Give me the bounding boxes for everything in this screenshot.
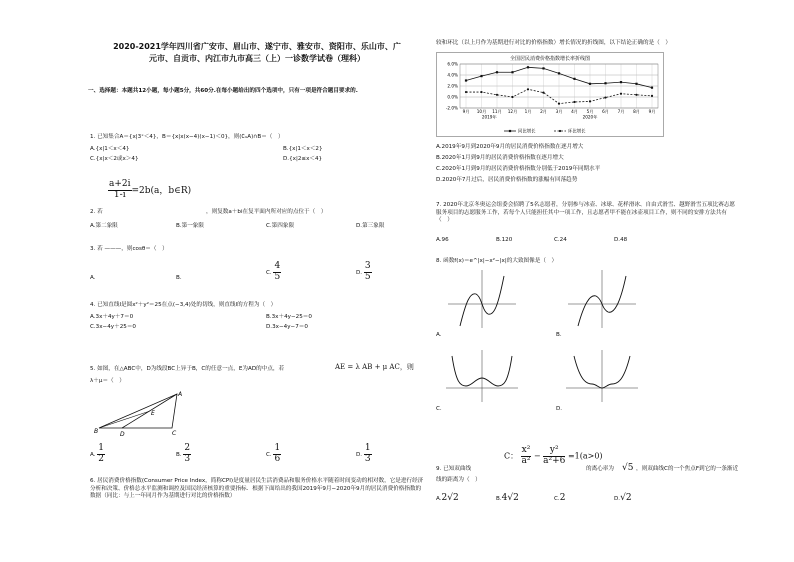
q5-option-b[interactable] — [176, 444, 191, 465]
y-tick-label: 0.0% — [447, 94, 458, 100]
title-line-1: 2020-2021学年四川省广安市、眉山市、遂宁市、雅安市、资阳市、乐山市、广 — [113, 42, 401, 51]
q2-option-b[interactable]: B.第一象限 — [176, 223, 204, 229]
q9-formula-rhs: =1(a>0) — [567, 451, 603, 461]
q9-stem-suffix: ，则双曲线C的一个焦点F到它的一条渐近 — [636, 466, 739, 472]
q9-c-label: C. — [554, 496, 560, 502]
label-b: B — [94, 428, 99, 435]
q9-formula-lhs: C： — [504, 451, 519, 461]
q9-option-b[interactable] — [496, 492, 519, 504]
q1-option-d[interactable]: D.{x|2≤x＜4} — [283, 156, 323, 162]
q2-stem-suffix: ，则复数a＋bi在复平面内所对应的点位于（ ） — [206, 209, 327, 215]
legend-label-0: 同比增长 — [518, 129, 536, 135]
series-1-point — [542, 92, 544, 94]
q8-graph-a — [446, 268, 518, 330]
q4-option-c[interactable]: C.3x−4y＋25＝0 — [90, 324, 136, 330]
q2-fraction-den: 1-i — [113, 189, 126, 200]
series-0-point — [465, 79, 467, 81]
cpi-line-chart — [436, 52, 664, 137]
q7-option-b[interactable]: B.120 — [496, 237, 513, 243]
q9-option-d[interactable] — [614, 492, 632, 504]
q2-option-d[interactable]: D.第三象限 — [356, 223, 385, 229]
q8-option-b[interactable]: B. — [556, 332, 562, 338]
q3-c-den: 5 — [274, 271, 281, 282]
q8-option-a[interactable]: A. — [436, 332, 442, 338]
y-tick-label: 4.0% — [447, 72, 458, 78]
x-tick-label: 12月 — [507, 109, 518, 114]
series-1-point — [480, 91, 482, 93]
q1-option-b[interactable]: B.{x|1＜x＜2} — [283, 146, 323, 152]
q2-fraction-num: a+2i — [109, 179, 131, 189]
q3-option-d[interactable] — [356, 262, 372, 283]
q6-stem-continued: 较和环比（以上月作为基期进行对比的价格指数）增长情况的折线图，以下结论正确的是（ ） — [436, 40, 671, 46]
q5-c-label: C. — [266, 451, 272, 458]
q6-stem: 6. 居民消费价格指数(Consumer Price Index，简称CPI)是度量居民生活消费品和服务价格水平随着时间变动的相对数，它是进行经济分析和决策、价格总水平监测和调控及国民经济核算的重要指标．根据下面给出的我国2019年9月−2020年9月的居民消费价格指数的数据（同比：与上一年同月作为基期进行对比的价格指数） — [90, 478, 424, 500]
series-1-point — [511, 96, 513, 98]
series-0-point — [558, 72, 560, 74]
q8-graph-d — [564, 348, 640, 404]
q6-option-a[interactable]: A.2019年9月到2020年9月的居民消费价格指数在逐月增大 — [436, 144, 584, 150]
series-0-point — [620, 81, 622, 83]
q9-formula: C： $\frac{\text{x²}}{\text{a²}}$ − $\frac{\text{y²}}{\text{a²+6}}$ =1(a>0) — [504, 445, 603, 466]
chart-frame — [437, 53, 664, 137]
q5-d-den: 3 — [364, 453, 371, 464]
q4-option-d[interactable]: D.3x−4y−7＝0 — [266, 324, 308, 330]
q3-option-a[interactable]: A. — [90, 275, 96, 281]
q3-stem: 3. 若 ———，则cosθ＝（ ） — [90, 246, 168, 252]
q7-option-a[interactable]: A.96 — [436, 237, 449, 243]
q8-stem: 8. 函数f(x)＝e^|x|−x²−|x|的大致图像是（ ） — [436, 258, 558, 264]
series-0-point — [604, 82, 606, 84]
q9-stem-prefix: 9. 已知双曲线 — [436, 466, 472, 472]
x-tick-label: 9月 — [462, 109, 470, 114]
q7-stem: 7. 2020年北京冬奥运会组委会招聘了5名志愿者，分别参与冰壶、冰球、花样滑冰、自由式滑雪、越野滑雪五项比赛志愿服务项目的志愿服务工作，若每个人只能担任其中一项工作，且志愿者甲不能在冰壶项目工作，则不同的安排方法共有（ ） — [436, 202, 736, 224]
series-1-point — [465, 91, 467, 93]
series-1-point — [651, 95, 653, 97]
label-d: D — [120, 431, 125, 438]
q9-frac-b-den: a²+6 — [543, 455, 566, 466]
q1-stem: 1. 已知集合A＝{x|3ˣ＜4}，B＝{x|x(x−4)(x−1)＜0}，则(∁ᵤA)∩B＝（ ） — [90, 134, 284, 140]
q2-fraction — [108, 180, 132, 201]
label-e: E — [151, 410, 155, 417]
q5-option-d[interactable] — [356, 444, 372, 465]
q5-c-num: 1 — [274, 443, 281, 453]
series-1-point — [589, 100, 591, 102]
q9-option-a[interactable] — [436, 492, 459, 504]
legend-marker-1 — [559, 130, 561, 132]
q3-option-c-frac — [273, 262, 281, 283]
q9-d-value: √2 — [620, 493, 632, 503]
q5-a-label: A. — [90, 451, 96, 458]
q5-b-den: 3 — [184, 453, 191, 464]
q5-stem-suffix: λ＋μ＝（ ） — [90, 378, 125, 384]
y-tick-label: 2.0% — [447, 83, 458, 89]
q3-option-c-label: C. — [266, 269, 272, 276]
chart-title: 全国居民消费价格指数增长率折线图 — [509, 56, 591, 62]
q5-b-num: 2 — [184, 443, 191, 453]
q9-sqrt5: √5 — [622, 463, 634, 473]
series-1-point — [573, 101, 575, 103]
q5-a-num: 1 — [98, 443, 105, 453]
series-1-point — [635, 94, 637, 96]
q9-a-value: 2√2 — [441, 493, 459, 503]
x-tick-label: 9月 — [648, 109, 656, 114]
q4-option-b[interactable]: B.3x＋4y−25＝0 — [266, 314, 312, 320]
series-0-point — [527, 66, 529, 68]
q9-b-value: 4√2 — [501, 493, 519, 503]
q5-stem-prefix: 5. 如图，在△ABC中，D为线段BC上异于B，C的任意一点，E为AD的中点，若 — [90, 366, 285, 372]
section-heading: 一、选择题：本题共12小题，每小题5分，共60分.在每小题给出的四个选项中，只有一项是符合题目要求的. — [88, 88, 358, 94]
q1-option-a[interactable]: A.{x|1＜x＜4} — [90, 146, 130, 152]
x-tick-label: 4月 — [571, 109, 578, 114]
segment-be — [99, 411, 150, 428]
series-0-point — [635, 83, 637, 85]
label-c: C — [172, 430, 177, 437]
series-1-point — [620, 93, 622, 95]
q5-option-a[interactable] — [90, 444, 105, 465]
legend-label-1: 环比增长 — [568, 129, 586, 135]
q3-option-b[interactable]: B. — [176, 275, 182, 281]
q9-b-label: B. — [496, 496, 502, 502]
q5-option-c[interactable] — [266, 444, 281, 465]
q2-formula — [108, 180, 191, 201]
y-tick-label: 6.0% — [447, 61, 458, 67]
series-0-point — [480, 75, 482, 77]
q9-stem-line2: 线的距离为（ ） — [436, 477, 481, 483]
q5-triangle-figure — [94, 390, 186, 438]
q5-c-den: 6 — [274, 453, 281, 464]
q2-option-c[interactable]: C.第四象限 — [266, 223, 295, 229]
q3-option-c[interactable] — [266, 262, 281, 283]
q7-option-d[interactable]: D.48 — [614, 237, 628, 243]
x-tick-label: 1月 — [524, 109, 532, 114]
q7-option-c[interactable]: C.24 — [554, 237, 567, 243]
x-tick-label: 2月 — [540, 109, 547, 114]
x-tick-label: 11月 — [492, 109, 502, 114]
q3-option-d-label: D. — [356, 269, 363, 276]
q3-c-num: 4 — [274, 261, 281, 271]
series-0-point — [651, 87, 653, 89]
x-tick-label: 6月 — [602, 109, 609, 114]
q9-frac-a-num: x² — [521, 445, 531, 455]
q3-d-num: 3 — [364, 261, 371, 271]
series-1-point — [527, 88, 529, 90]
q9-stem-mid: 的离心率为 — [586, 466, 614, 472]
x-tick-label: 5月 — [586, 109, 594, 114]
q5-d-num: 1 — [364, 443, 371, 453]
q9-frac-b-num: y² — [543, 446, 565, 457]
q2-stem-prefix: 2. 若 — [90, 209, 103, 215]
q4-stem: 4. 已知直线l是圆x²＋y²＝25在点(−3,4)处的切线，则直线l的方程为（ ） — [90, 302, 277, 308]
legend-marker-0 — [509, 130, 511, 132]
q6-option-b[interactable]: B.2020年1月到9月的居民消费价格指数在逐月增大 — [436, 155, 564, 161]
label-a: A — [178, 391, 183, 398]
q9-c-value: 2 — [559, 493, 566, 503]
q9-a-label: A. — [436, 496, 442, 502]
exam-title — [88, 41, 426, 66]
q8-graph-c — [444, 348, 520, 404]
series-0-point — [542, 67, 544, 69]
q8-option-c[interactable]: C. — [436, 406, 442, 412]
q6-option-d[interactable]: D.2020年7月过后，居民消费价格指数的涨幅有回落趋势 — [436, 177, 578, 183]
x-tick-label: 7月 — [617, 109, 625, 114]
q5-b-label: B. — [176, 451, 182, 458]
series-1-point — [558, 103, 560, 105]
title-line-2: 元市、自贡市、内江市九市高三（上）一诊数学试卷（理科） — [149, 54, 365, 64]
q5-vector-equation: AE = λ AB + μ AC，则 — [335, 363, 414, 371]
series-0-point — [496, 71, 498, 73]
series-0-point — [573, 78, 575, 80]
q6-option-c[interactable]: C.2020年1月到9月的居民消费价格指数分别低于2019年同期水平 — [436, 166, 601, 172]
y-tick-label: -2.0% — [445, 105, 458, 111]
q8-option-d[interactable]: D. — [556, 406, 563, 412]
q2-formula-rhs: =2b(a，b∈R) — [131, 185, 192, 196]
series-1-point — [496, 94, 498, 96]
x-tick-label: 8月 — [633, 109, 640, 114]
series-1-point — [604, 96, 606, 98]
q3-option-d-frac — [364, 262, 372, 283]
triangle-outline — [99, 394, 177, 428]
x-tick-label: 3月 — [555, 109, 563, 114]
q5-d-label: D. — [356, 451, 363, 458]
year-label-2019: 2019年 — [481, 114, 497, 120]
q9-frac-a-den: a² — [521, 455, 531, 466]
series-0-point — [511, 71, 513, 73]
q1-option-c[interactable]: C.{x|x＜2或x＞4} — [90, 156, 139, 162]
q4-option-a[interactable]: A.3x＋4y＋7＝0 — [90, 314, 134, 320]
series-0-point — [589, 83, 591, 85]
year-label-2020: 2020年 — [582, 114, 598, 120]
q9-option-c[interactable] — [554, 492, 565, 504]
q8-graph-b — [566, 268, 638, 330]
x-tick-label: 10月 — [476, 109, 487, 114]
q5-a-den: 2 — [98, 453, 105, 464]
q3-d-den: 5 — [364, 271, 371, 282]
q9-d-label: D. — [614, 496, 621, 502]
q2-option-a[interactable]: A.第二象限 — [90, 223, 118, 229]
